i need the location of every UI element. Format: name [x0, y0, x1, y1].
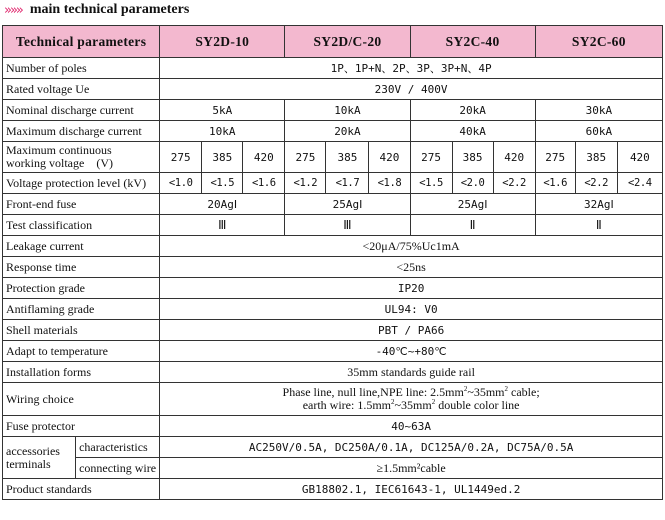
superscript: 2 [504, 385, 509, 393]
row-label: Response time [3, 257, 160, 278]
poles-value: 1P、1P+N、2P、3P、3P+N、4P [160, 58, 663, 79]
superscript: 2 [463, 385, 468, 393]
table-row [3, 79, 663, 100]
cell-value: 20kA [285, 121, 410, 142]
table-row [3, 173, 663, 194]
cell-value: Ⅱ [535, 215, 662, 236]
row-label: Installation forms [3, 362, 160, 383]
row-label: Shell materials [3, 320, 160, 341]
wiring-line-text: Phase line, null line,NPE line: 2.5mm [282, 385, 464, 399]
wiring-line-text: double color line [435, 398, 520, 412]
cell-value: 20kA [410, 100, 535, 121]
table-row [3, 341, 663, 362]
table-row [3, 236, 663, 257]
cell-value: 420 [243, 142, 285, 173]
accessories-label [3, 437, 76, 479]
cell-value: 10kA [285, 100, 410, 121]
table-row [3, 278, 663, 299]
wiring-line-text: earth wire: 1.5mm [302, 398, 392, 412]
row-label: Adapt to temperature [3, 341, 160, 362]
cell-value: Ⅲ [160, 215, 285, 236]
row-label: Wiring choice [3, 383, 160, 416]
wiring-line-text: ~35mm [467, 385, 505, 399]
row-label: Test classification [3, 215, 160, 236]
row-label: accessories [6, 443, 60, 458]
cell-value: 20AgⅠ [160, 194, 285, 215]
table-row [3, 437, 663, 458]
cell-value: <1.8 [369, 173, 410, 194]
cell-value: <2.0 [452, 173, 493, 194]
double-arrow-icon: »»» [4, 2, 22, 18]
cell-value: 420 [617, 142, 662, 173]
characteristics-value: AC250V/0.5A, DC250A/0.1A, DC125A/0.2A, DC75A/0.5A [160, 437, 663, 458]
header-model-sy2d-10: SY2D-10 [160, 26, 285, 58]
header-model-sy2c-40: SY2C-40 [410, 26, 535, 58]
table-row [3, 58, 663, 79]
cell-value: <2.4 [617, 173, 662, 194]
row-label: Protection grade [3, 278, 160, 299]
cell-value: 275 [535, 142, 575, 173]
row-label-mcov [3, 142, 160, 173]
installation-value: 35mm standards guide rail [160, 362, 663, 383]
row-label: characteristics [76, 437, 160, 458]
cell-value: <1.6 [243, 173, 285, 194]
leakage-value: <20μA/75%Uc1mA [160, 236, 663, 257]
row-label: Product standards [3, 479, 160, 500]
superscript: 2 [431, 398, 436, 406]
unit-label: (kV) [123, 175, 147, 190]
table-row [3, 416, 663, 437]
cell-value: 385 [326, 142, 369, 173]
header-model-sy2c-60: SY2C-60 [535, 26, 662, 58]
row-label: Maximum discharge current [3, 121, 160, 142]
table-row [3, 479, 663, 500]
cell-value: 385 [452, 142, 493, 173]
row-label: Maximum continuous [6, 143, 112, 157]
header-model-sy2dc-20: SY2D/C-20 [285, 26, 410, 58]
cell-value: <1.7 [326, 173, 369, 194]
row-label: Number of poles [3, 58, 160, 79]
fuse-protector-value: 40~63A [160, 416, 663, 437]
wiring-value [160, 383, 663, 416]
row-label: Front-end fuse [3, 194, 160, 215]
row-label: Rated voltage Ue [3, 79, 160, 100]
cell-value: 60kA [535, 121, 662, 142]
row-label: Nominal discharge current [3, 100, 160, 121]
table-row [3, 121, 663, 142]
cell-value: <2.2 [575, 173, 617, 194]
cell-value: 40kA [410, 121, 535, 142]
row-label: Fuse protector [3, 416, 160, 437]
cell-value: <1.2 [285, 173, 326, 194]
cell-value: 420 [369, 142, 410, 173]
cell-value: <1.6 [535, 173, 575, 194]
cell-value: 385 [575, 142, 617, 173]
wiring-line-text: cable; [508, 385, 540, 399]
table-row [3, 299, 663, 320]
table-row [3, 142, 663, 173]
unit-label: (V) [96, 156, 113, 170]
row-label-protection-level [3, 173, 160, 194]
connecting-wire-value: ≥1.5mm²cable [160, 458, 663, 479]
protection-grade-value: IP20 [160, 278, 663, 299]
table-row [3, 257, 663, 278]
table-row [3, 362, 663, 383]
cell-value: Ⅲ [285, 215, 410, 236]
cell-value: 25AgⅠ [410, 194, 535, 215]
table-row [3, 383, 663, 416]
rated-voltage-value: 230V / 400V [160, 79, 663, 100]
response-value: <25ns [160, 257, 663, 278]
table-row [3, 458, 663, 479]
table-row [3, 100, 663, 121]
cell-value: 30kA [535, 100, 662, 121]
row-label: Antiflaming grade [3, 299, 160, 320]
section-header [4, 0, 189, 20]
cell-value: 5kA [160, 100, 285, 121]
row-label: Leakage current [3, 236, 160, 257]
technical-parameters-table [2, 25, 663, 500]
table-row [3, 215, 663, 236]
row-label: Voltage protection level [6, 175, 121, 190]
shell-value: PBT / PA66 [160, 320, 663, 341]
cell-value: <1.5 [410, 173, 452, 194]
table-row [3, 194, 663, 215]
cell-value: 275 [285, 142, 326, 173]
cell-value: 275 [160, 142, 202, 173]
cell-value: <1.0 [160, 173, 202, 194]
row-label: terminals [6, 456, 51, 471]
row-label: working voltage [6, 156, 85, 170]
table-row [3, 320, 663, 341]
antiflaming-value: UL94: V0 [160, 299, 663, 320]
cell-value: 385 [202, 142, 243, 173]
table-header-row [3, 26, 663, 58]
section-title: main technical parameters [29, 2, 190, 17]
cell-value: 25AgⅠ [285, 194, 410, 215]
temperature-value: -40℃~+80℃ [160, 341, 663, 362]
cell-value: Ⅱ [410, 215, 535, 236]
cell-value: 275 [410, 142, 452, 173]
standards-value: GB18802.1, IEC61643-1, UL1449ed.2 [160, 479, 663, 500]
cell-value: 32AgⅠ [535, 194, 662, 215]
cell-value: 10kA [160, 121, 285, 142]
superscript: 2 [391, 398, 395, 406]
cell-value: 420 [493, 142, 535, 173]
cell-value: <1.5 [202, 173, 243, 194]
cell-value: <2.2 [493, 173, 535, 194]
header-parameters: Technical parameters [3, 26, 160, 58]
wiring-line-text: ~35mm [394, 398, 432, 412]
row-label: connecting wire [76, 458, 160, 479]
